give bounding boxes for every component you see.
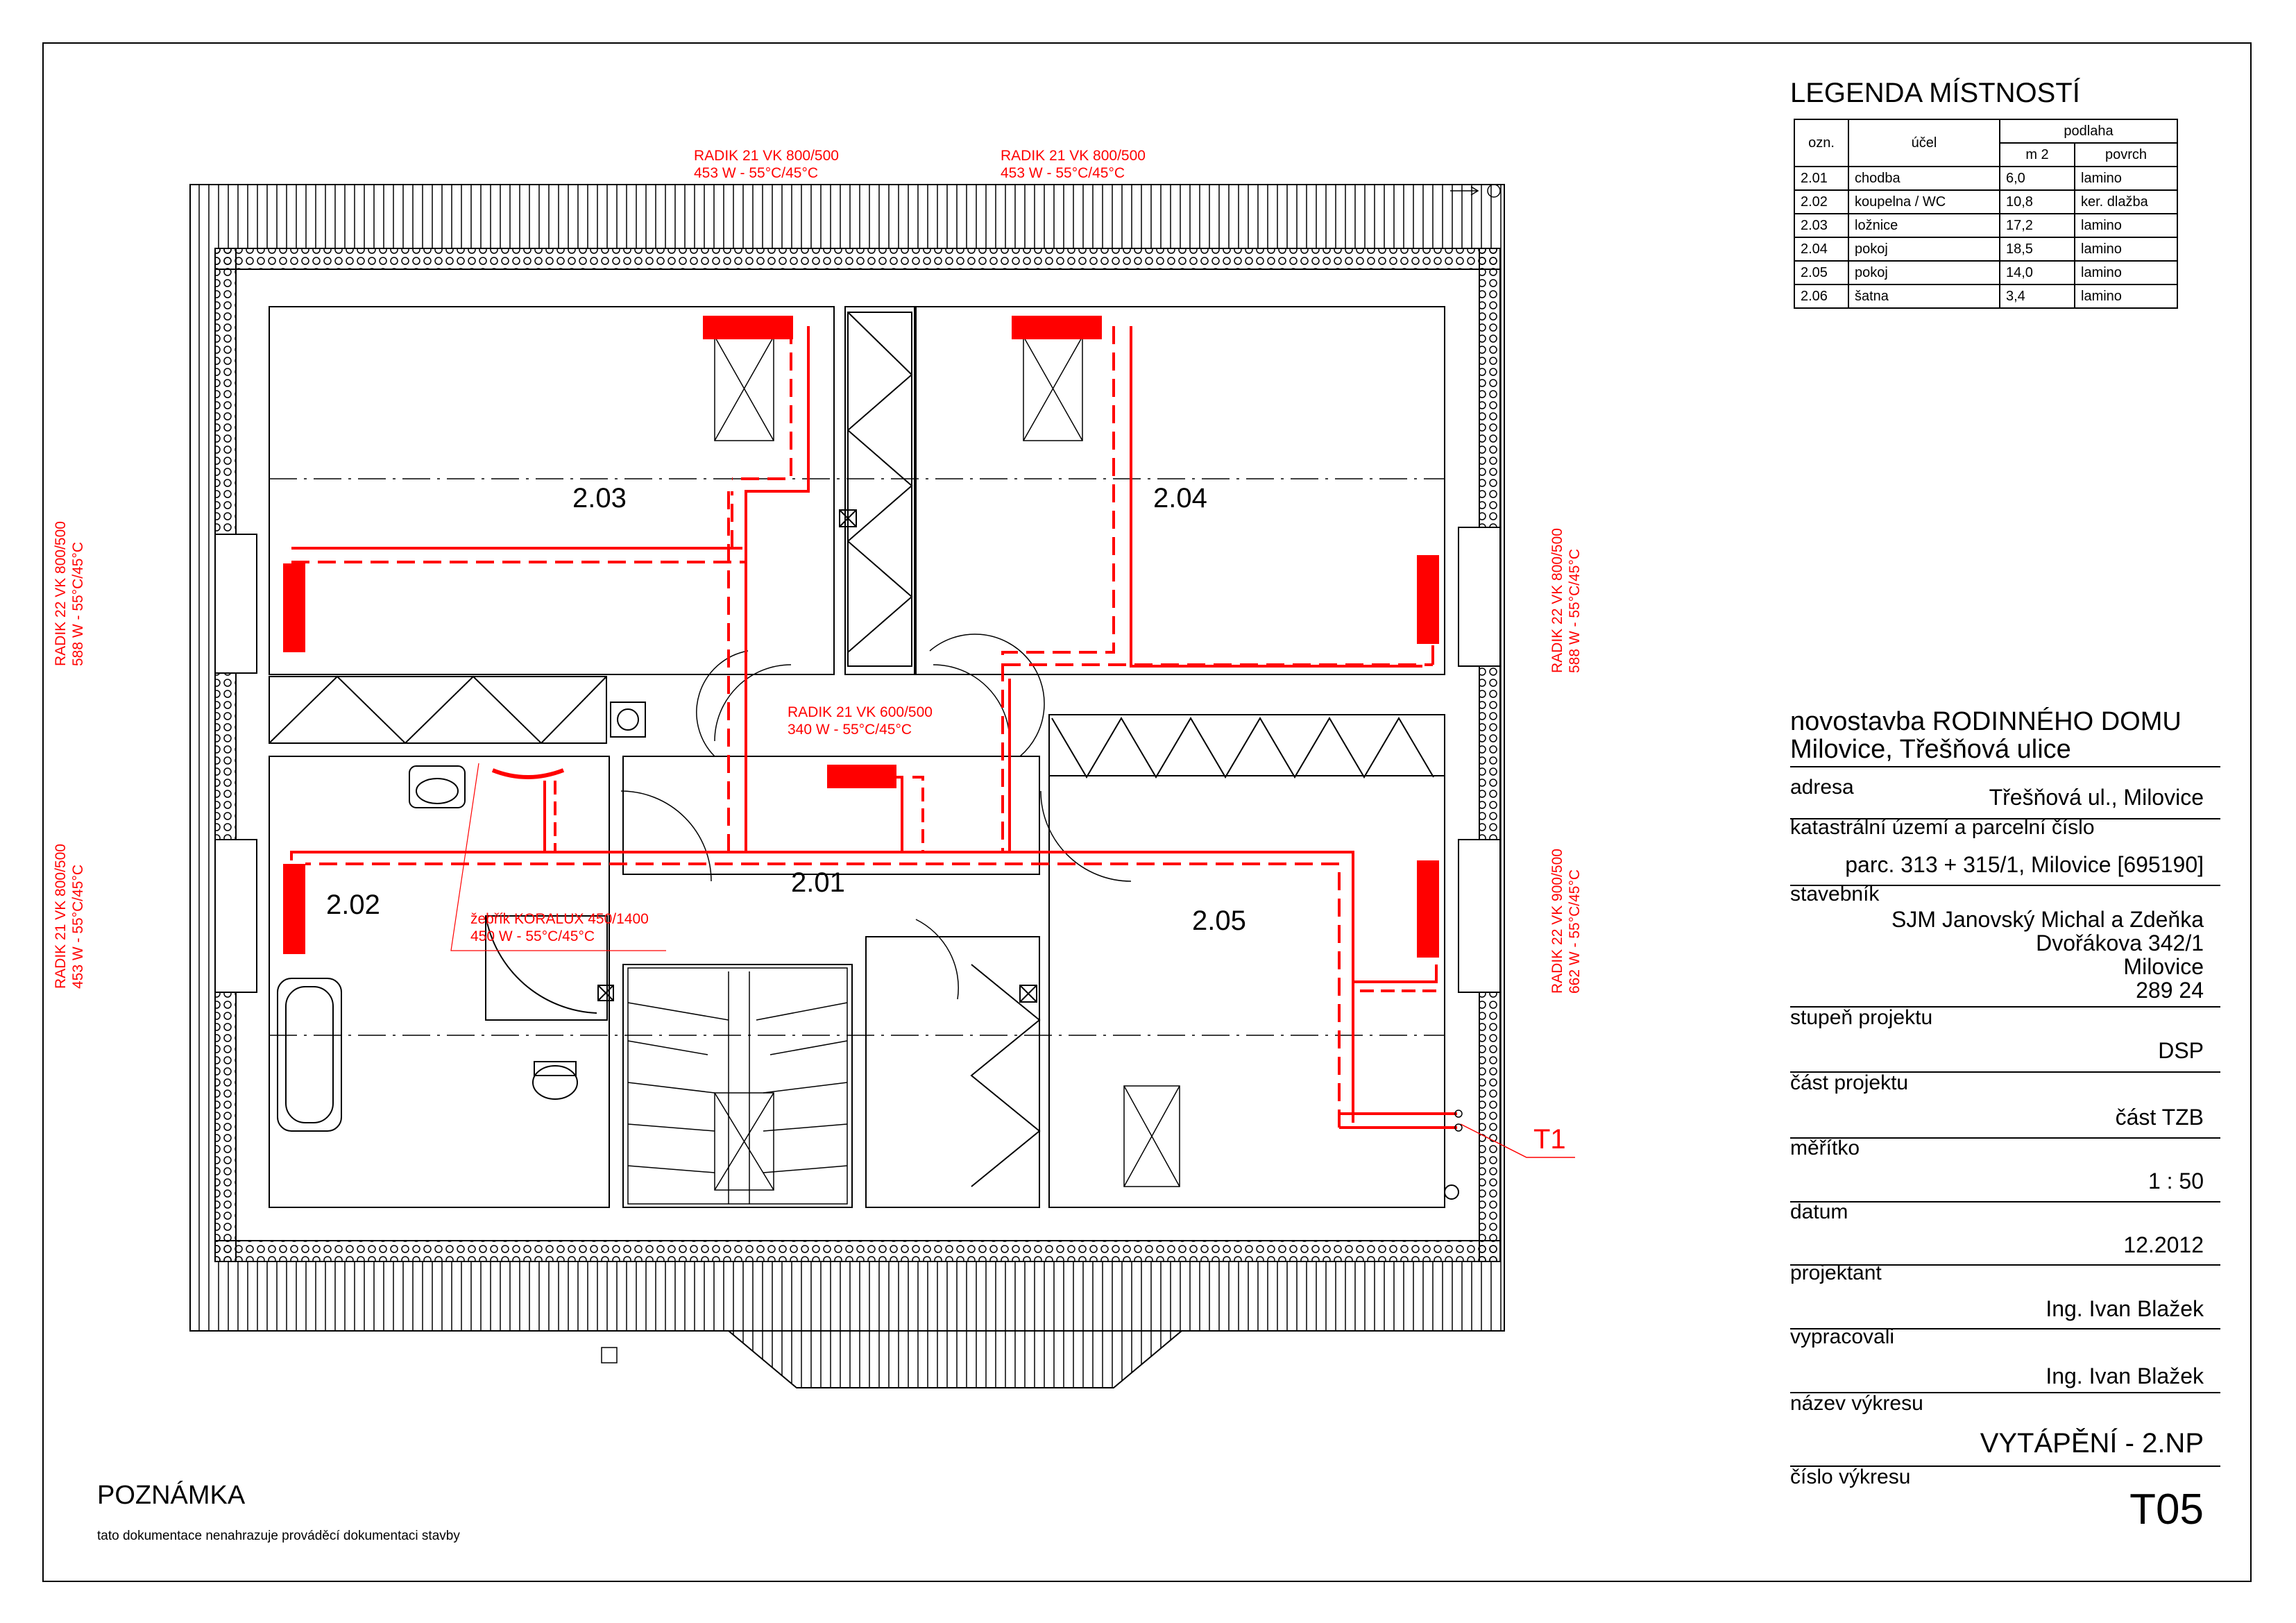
legend-row: 2.03 ložnice 17,2 lamino xyxy=(1794,214,2177,237)
meritko-value: 1 : 50 xyxy=(2148,1169,2204,1193)
projektant-value: Ing. Ivan Blažek xyxy=(2046,1296,2204,1321)
note-text: tato dokumentace nenahrazuje prováděcí dokumentaci stavby xyxy=(97,1529,460,1543)
radiator-label-top-right: RADIK 21 VK 800/500 453 W - 55°C/45°C xyxy=(1001,148,1146,181)
katastr-value: parc. 313 + 315/1, Milovice [695190] xyxy=(1845,852,2204,877)
legend-row: 2.01 chodba 6,0 lamino xyxy=(1794,167,2177,190)
room-label-2.02: 2.02 xyxy=(326,890,380,920)
legend-title: LEGENDA MÍSTNOSTÍ xyxy=(1790,78,2080,108)
legend-header-ucel: účel xyxy=(1848,119,2000,167)
cislo-label: číslo výkresu xyxy=(1790,1465,1911,1488)
note-title: POZNÁMKA xyxy=(97,1481,246,1510)
room-label-2.04: 2.04 xyxy=(1153,483,1207,513)
meritko-label: měřítko xyxy=(1790,1137,1860,1159)
legend-row: 2.06 šatna 3,4 lamino xyxy=(1794,284,2177,308)
legend-header-m2: m 2 xyxy=(2000,143,2075,167)
nazev-value: VYTÁPĚNÍ - 2.NP xyxy=(1980,1428,2204,1459)
projektant-label: projektant xyxy=(1790,1261,1882,1284)
radiator-label-top-left: RADIK 21 VK 800/500 453 W - 55°C/45°C xyxy=(694,148,839,181)
nazev-label: název výkresu xyxy=(1790,1392,1923,1415)
radiator-label-right-upper: RADIK 22 VK 800/500 588 W - 55°C/45°C xyxy=(1549,528,1583,673)
legend-header-ozn: ozn. xyxy=(1794,119,1848,167)
legend-header-podlaha: podlaha xyxy=(2000,119,2177,143)
legend-row: 2.05 pokoj 14,0 lamino xyxy=(1794,261,2177,284)
room-label-2.05: 2.05 xyxy=(1192,906,1246,936)
project-title: novostavba RODINNÉHO DOMU Milovice, Třešňová ulice xyxy=(1790,707,2182,764)
adresa-label: adresa xyxy=(1790,776,1854,799)
radiator-label-right-lower: RADIK 22 VK 900/500 662 W - 55°C/45°C xyxy=(1549,849,1583,994)
stupen-value: DSP xyxy=(2158,1038,2204,1063)
cast-label: část projektu xyxy=(1790,1071,1909,1094)
cast-value: část TZB xyxy=(2115,1105,2204,1130)
room-label-2.03: 2.03 xyxy=(572,483,627,513)
room-label-2.01: 2.01 xyxy=(791,867,845,898)
datum-label: datum xyxy=(1790,1200,1848,1223)
radiator-label-towel: žebřík KORALUX 450/1400 450 W - 55°C/45°C xyxy=(470,911,649,944)
vypracovali-value: Ing. Ivan Blažek xyxy=(2046,1363,2204,1388)
stavebnik-value: SJM Janovský Michal a Zdeňka Dvořákova 342/1 Milovice 289 24 xyxy=(1891,907,2204,1003)
radiator-label-hall: RADIK 21 VK 600/500 340 W - 55°C/45°C xyxy=(788,704,933,738)
stavebnik-label: stavebník xyxy=(1790,883,1880,906)
riser-label-t1: T1 xyxy=(1533,1124,1566,1155)
cislo-value: T05 xyxy=(2129,1486,2204,1533)
radiator-label-left-upper: RADIK 22 VK 800/500 588 W - 55°C/45°C xyxy=(53,521,86,666)
katastr-label: katastrální území a parcelní číslo xyxy=(1790,816,2095,839)
vypracovali-label: vypracovali xyxy=(1790,1325,1895,1348)
radiator-label-left-lower: RADIK 21 VK 800/500 453 W - 55°C/45°C xyxy=(53,844,86,989)
legend-table xyxy=(1794,119,2178,309)
datum-value: 12.2012 xyxy=(2123,1232,2204,1257)
legend-header-povrch: povrch xyxy=(2075,143,2177,167)
legend-row: 2.02 koupelna / WC 10,8 ker. dlažba xyxy=(1794,190,2177,214)
adresa-value: Třešňová ul., Milovice xyxy=(1989,785,2204,810)
stupen-label: stupeň projektu xyxy=(1790,1006,1933,1029)
legend-row: 2.04 pokoj 18,5 lamino xyxy=(1794,237,2177,261)
